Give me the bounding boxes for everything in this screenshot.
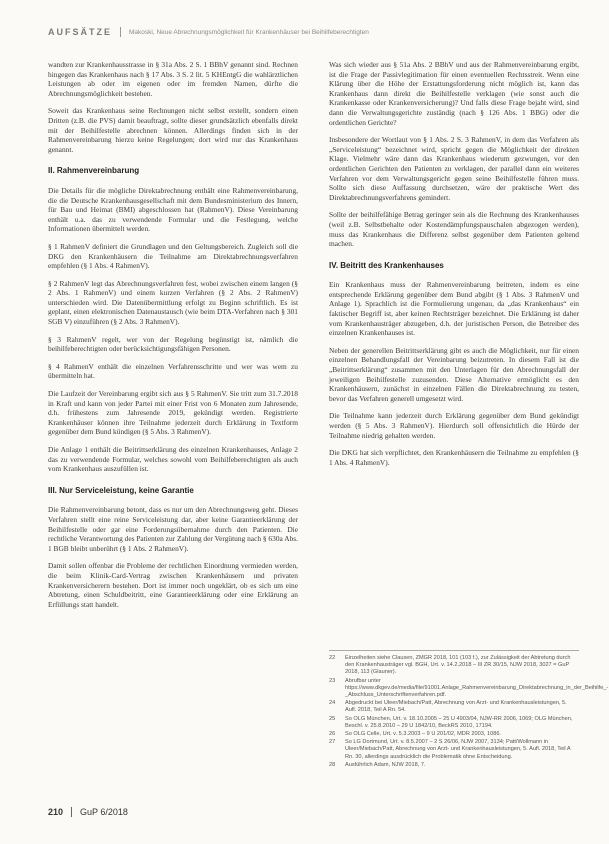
paragraph: § 3 RahmenV regelt, wer von der Regelung begünstigt ist, nämlich die beihilfeberechtigten oder berücksichtigungsfähigen Personen. <box>48 334 298 354</box>
section-heading: III. Nur Serviceleistung, keine Garantie <box>48 485 194 495</box>
paragraph: Neben der generellen Beitrittserklärung gibt es auch die Möglichkeit, nur für einen einzelnen Behandlungsfall der Vereinbarung beizutreten. In diesem Fall ist die „Beitrittserklärung“ zusammen mit den Unterlagen für den Abrechnungsfall der jeweiligen Beihilfestelle zuzusenden. Diese Alternative ermöglicht es den Krankenhäusern, zunächst in einzelnen Fällen die Direktabrechnung zu testen, bevor das Verfahren generell umgesetzt wird. <box>329 345 579 403</box>
footnote <box>329 700 579 714</box>
footnote <box>329 655 579 677</box>
paragraph: Die Laufzeit der Vereinbarung ergibt sich aus § 5 RahmenV. Sie tritt zum 31.7.2018 in Kraft und kann von jeder Partei mit einer Frist von 6 Monaten zum Jahresende, d.h. frühestens zum Jahresende 2019, gekündigt werden. Registrierte Krankenhäuser können ihre Teilnahme jederzeit durch Erklärung in Textform gegenüber dem Bund kündigen (§ 5 Abs. 3 RahmenV). <box>48 389 298 437</box>
section-label: AUFSÄTZE <box>48 27 112 37</box>
paragraph: Insbesondere der Wortlaut von § 1 Abs. 2 S. 3 RahmenV, in dem das Verfahren als „Serviceleistung“ bezeichnet wird, spricht gegen die Möglichkeit der direkten Klage. Vielmehr wäre dann das Krankenhaus wiederum gezwungen, vor den ordentlichen Gerichten den Patienten zu verklagen, der parallel dann ein weiteres Verfahren vor dem Verwaltungsgericht gegen seine Beihilfestelle führen muss. Sollte sich diese Auffassung durchsetzen, wäre der praktische Wert des Direktabrechnungsverfahrens gemindert. <box>329 135 579 202</box>
header-divider <box>120 27 121 37</box>
footnote <box>329 677 609 700</box>
paragraph: Ein Krankenhaus muss der Rahmenvereinbarung beitreten, indem es eine entsprechende Erklärung gegenüber dem Bund abgibt (§ 1 Abs. 3 RahmenV und Anlage 1). Sprachlich ist die Formulierung ungenau, da „das Krankenhaus“ ein faktischer Begriff ist, aber keinen Rechtsträger bezeichnet. Die Erklärung ist daher vom Krankenhausträger abzugeben, d.h. der juristischen Person, die Betreiber des einzelnen Krankenhauses ist. <box>329 280 579 338</box>
section-heading: IV. Beitritt des Krankenhauses <box>329 260 444 270</box>
paragraph: Die Anlage 1 enthält die Beitrittserklärung des einzelnen Krankenhauses, Anlage 2 das zu verwendende Formular, welches sowohl vom Beihilfeberechtigten als auch vom Krankenhaus auszufüllen ist. <box>48 445 298 474</box>
paragraph: § 4 RahmenV enthält die einzelnen Verfahrensschritte und wer was wem zu übermitteln hat. <box>48 361 298 381</box>
right-column <box>329 60 579 475</box>
left-column <box>48 60 298 617</box>
footnotes <box>329 650 609 770</box>
footnote-number: 27 <box>329 739 336 746</box>
footnote-number: 23 <box>329 677 336 684</box>
paragraph: § 1 RahmenV definiert die Grundlagen und den Geltungsbereich. Zugleich soll die DKG den Krankenhäusern die Teilnahme am Direktabrechnungsverfahren empfehlen (§ 1 Abs. 4 RahmenV). <box>48 241 298 271</box>
footnote <box>329 731 579 738</box>
footnote-text: So LG Dortmund, Urt. v. 8.5.2007 – 2 S 26/06, NJW 2007, 3134; Patt/Wollmann in Uleer/Miebach/Patt, Abrechnung von Arzt- und Krankenhausleistungen, 5. Aufl. 2018, Teil A Rn. 30, allerdings ausdrücklich die Problematik ohne Entscheidung. <box>345 739 571 760</box>
footnote-number: 24 <box>329 700 336 707</box>
running-title: Makoski, Neue Abrechnungsmöglichkeit für Krankenhäuser bei Beihilfeberechtigten <box>129 28 369 36</box>
paragraph: Die DKG hat sich verpflichtet, den Krankenhäusern die Teilnahme zu empfehlen (§ 1 Abs. 4 RahmenV). <box>329 448 579 467</box>
paragraph: Was sich wieder aus § 51a Abs. 2 BBhV und aus der Rahmenvereinbarung ergibt, ist die Frage der Passivlegitimation für einen eventuellen Rechtsstreit. Wenn eine Klärung über die Höhe der Erstattungsforderung nicht möglich ist, kann das Krankenhaus dann direkt die Beihilfestelle verklagen (wie sonst auch die Krankenkasse oder Krankenversicherung)? Und falls diese Frage bejaht wird, sind dann die Verwaltungsgerichte zuständig (nach § 126 Abs. 1 BBG) oder die ordentlichen Gerichte? <box>329 60 579 127</box>
paragraph: wandten zur Krankenhausstrasse in § 31a Abs. 2 S. 1 BBhV genannt sind. Rechnen hingegen das Krankenhaus nach § 17 Abs. 3 S. 2 lit. 5 KHEntgG die wahlärztlichen Leistungen ab oder im eigenen oder im fremden Namen, dürfte die Abrechnungsmöglichkeit bestehen. <box>48 60 298 98</box>
section-heading: II. Rahmenvereinbarung <box>48 166 140 176</box>
footnote-text: Abrufbar unter https://www.dkgev.de/media/file/91001.Anlage_Rahmenvereinbarung_Direktabrechnung_in_der_Beihilfe_-_Abschluss_Unterschriftenverfahren.pdf. <box>345 677 609 699</box>
footnote-number: 25 <box>329 715 336 722</box>
footnote-text: Einzelheiten siehe Clausen, ZMGR 2018, 101 (103 f.), zur Zulässigkeit der Abtretung durch den Krankenhausträger vgl. BGH, Urt. v. 14.2.2018 – III ZR 30/15, NJW 2018, 3027 = GuP 2018, 113 (Glauner). <box>345 655 571 676</box>
footnote-text: So OLG München, Urt. v. 18.10.2005 – 25 U 4903/04, NJW-RR 2006, 1069; OLG München, Beschl. v. 25.8.2010 – 29 U 1842/10, BeckRS 2010, 17194. <box>345 715 573 729</box>
paragraph: Die Details für die mögliche Direktabrechnung enthält eine Rahmenvereinbarung, die die Deutsche Krankenhausgesellschaft mit dem Bundesministerium des Innern, für Bau und Heimat (BMI) abgeschlossen hat (RahmenV). Diese Vereinbarung enthält u.a. das zu verwendende Formular und die Festlegung, welche Informationen übermittelt werden. <box>48 185 298 234</box>
footnote-number: 28 <box>329 761 336 768</box>
running-header <box>48 22 569 42</box>
footnote <box>329 716 579 730</box>
paragraph: Soweit das Krankenhaus seine Rechnungen nicht selbst erstellt, sondern einen Dritten (z.B. die PVS) damit beauftragt, sollte dieser grundsätzlich ebenfalls direkt mit der Beihilfestelle abrechnen können. Allerdings finden sich in der Rahmenvereinbarung hierzu keine Regelungen; dort wird nur das Krankenhaus genannt. <box>48 106 298 154</box>
footnote <box>329 762 579 769</box>
paragraph: § 2 RahmenV legt das Abrechnungsverfahren fest, wobei zwischen einem langen (§ 2 Abs. 1 RahmenV) und einem kurzen Verfahren (§ 2 Abs. 2 RahmenV) unterschieden wird. Die Datenübermittlung erfolgt zu Beginn schriftlich. Es ist geplant, einen elektronischen Datenaustausch (wie beim DTA-Verfahren nach § 301 SGB V) einzuführen (§ 2 Abs. 3 RahmenV). <box>48 278 298 327</box>
paragraph: Die Rahmenvereinbarung betont, dass es nur um den Abrechnungsweg geht. Dieses Verfahren stellt eine reine Serviceleistung dar, aber keine Garantieerklärung der Beihilfestelle oder gar eine Forderungsübernahme durch den Patienten. Die rechtliche Verantwortung des Patienten zur Zahlung der Vergütung nach § 630a Abs. 1 BGB bleibt unberührt (§ 1 Abs. 2 RahmenV). <box>48 505 298 553</box>
footnote-number: 22 <box>329 655 336 661</box>
paragraph: Damit sollen offenbar die Probleme der rechtlichen Einordnung vermieden werden, die beim Klinik-Card-Vertrag zwischen Krankenhäusern und privaten Krankenversicherern bestehen. Dort ist immer noch ungeklärt, ob es sich um eine Abtretung, einen Schuldbeitritt, eine Garantieerklärung oder eine Erklärung an Erfüllungs statt handelt. <box>48 561 298 609</box>
footer-divider <box>71 807 72 817</box>
footnote-text: So OLG Celle, Urt. v. 5.3.2003 – 9 U 201/02, MDR 2003, 1086. <box>345 731 501 738</box>
page-number: 210 <box>48 807 64 817</box>
paragraph: Die Teilnahme kann jederzeit durch Erklärung gegenüber dem Bund gekündigt werden (§ 5 Abs. 3 RahmenV). Hierdurch soll offensichtlich die Hürde der Teilnahme niedrig gehalten werden. <box>329 411 579 440</box>
footnote-number: 26 <box>329 731 336 738</box>
footnote-text: Ausführlich Adam, NJW 2018, 7. <box>345 761 426 768</box>
journal-issue: GuP 6/2018 <box>80 807 128 817</box>
paragraph: Sollte der beihilfefähige Betrag geringer sein als die Rechnung des Krankenhauses (weil z.B. Selbstbehalte oder Kostendämpfungspauschalen abgezogen werden), muss das Krankenhaus die Differenz selbst gegenüber dem Patienten geltend machen. <box>329 210 579 249</box>
footnote <box>329 739 579 761</box>
page-footer <box>48 805 128 819</box>
footnote-text: Abgedruckt bei Uleer/Miebach/Patt, Abrechnung von Arzt- und Krankenhausleistungen, 5. Aufl. 2018, Teil A Rn. 54. <box>345 700 567 714</box>
